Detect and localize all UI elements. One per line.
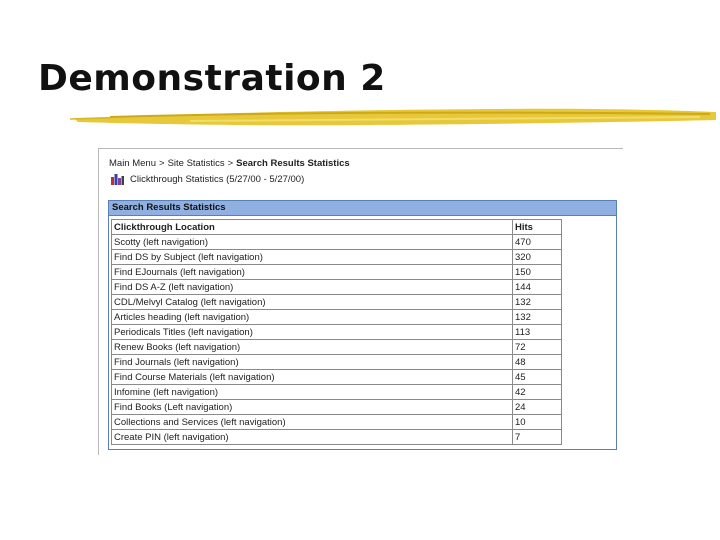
table-row (112, 265, 562, 280)
statistics-screenshot (98, 148, 623, 455)
hits-cell: 42 (513, 385, 562, 400)
hits-cell: 470 (513, 235, 562, 250)
table-row (112, 415, 562, 430)
location-cell: Find EJournals (left navigation) (112, 265, 513, 280)
slide-title: Demonstration 2 (38, 58, 386, 99)
hits-cell: 72 (513, 340, 562, 355)
table-row (112, 235, 562, 250)
table-row (112, 370, 562, 385)
statistics-table (111, 219, 562, 445)
table-row (112, 355, 562, 370)
table-header-row (112, 220, 562, 235)
table-row (112, 385, 562, 400)
table-row (112, 430, 562, 445)
table-row (112, 340, 562, 355)
hits-cell: 150 (513, 265, 562, 280)
table-row (112, 280, 562, 295)
location-cell: Renew Books (left navigation) (112, 340, 513, 355)
breadcrumb (109, 158, 350, 169)
column-header-location: Clickthrough Location (112, 220, 513, 235)
breadcrumb-separator: > (159, 158, 165, 169)
hits-cell: 320 (513, 250, 562, 265)
location-cell: Create PIN (left navigation) (112, 430, 513, 445)
hits-cell: 24 (513, 400, 562, 415)
hits-cell: 132 (513, 295, 562, 310)
hits-cell: 132 (513, 310, 562, 325)
breadcrumb-site-statistics[interactable]: Site Statistics (167, 158, 225, 169)
clickthrough-heading-text: Clickthrough Statistics (5/27/00 - 5/27/00) (130, 173, 305, 185)
location-cell: Articles heading (left navigation) (112, 310, 513, 325)
location-cell: Find DS A-Z (left navigation) (112, 280, 513, 295)
location-cell: Periodicals Titles (left navigation) (112, 325, 513, 340)
location-cell: Scotty (left navigation) (112, 235, 513, 250)
location-cell: CDL/Melvyl Catalog (left navigation) (112, 295, 513, 310)
location-cell: Find DS by Subject (left navigation) (112, 250, 513, 265)
title-underline-brushstroke (70, 104, 720, 130)
hits-cell: 10 (513, 415, 562, 430)
breadcrumb-separator: > (227, 158, 234, 169)
search-results-statistics-panel (108, 200, 617, 450)
breadcrumb-main-menu[interactable]: Main Menu (109, 158, 156, 169)
breadcrumb-current-page: Search Results Statistics (236, 158, 350, 169)
table-row (112, 400, 562, 415)
clickthrough-heading (111, 173, 304, 185)
hits-cell: 45 (513, 370, 562, 385)
hits-cell: 7 (513, 430, 562, 445)
location-cell: Collections and Services (left navigation) (112, 415, 513, 430)
table-row (112, 295, 562, 310)
table-row (112, 250, 562, 265)
column-header-hits: Hits (513, 220, 562, 235)
location-cell: Infomine (left navigation) (112, 385, 513, 400)
hits-cell: 113 (513, 325, 562, 340)
location-cell: Find Books (Left navigation) (112, 400, 513, 415)
panel-title: Search Results Statistics (109, 201, 616, 216)
location-cell: Find Course Materials (left navigation) (112, 370, 513, 385)
bar-chart-icon (111, 173, 124, 185)
hits-cell: 144 (513, 280, 562, 295)
table-row (112, 325, 562, 340)
hits-cell: 48 (513, 355, 562, 370)
location-cell: Find Journals (left navigation) (112, 355, 513, 370)
table-row (112, 310, 562, 325)
